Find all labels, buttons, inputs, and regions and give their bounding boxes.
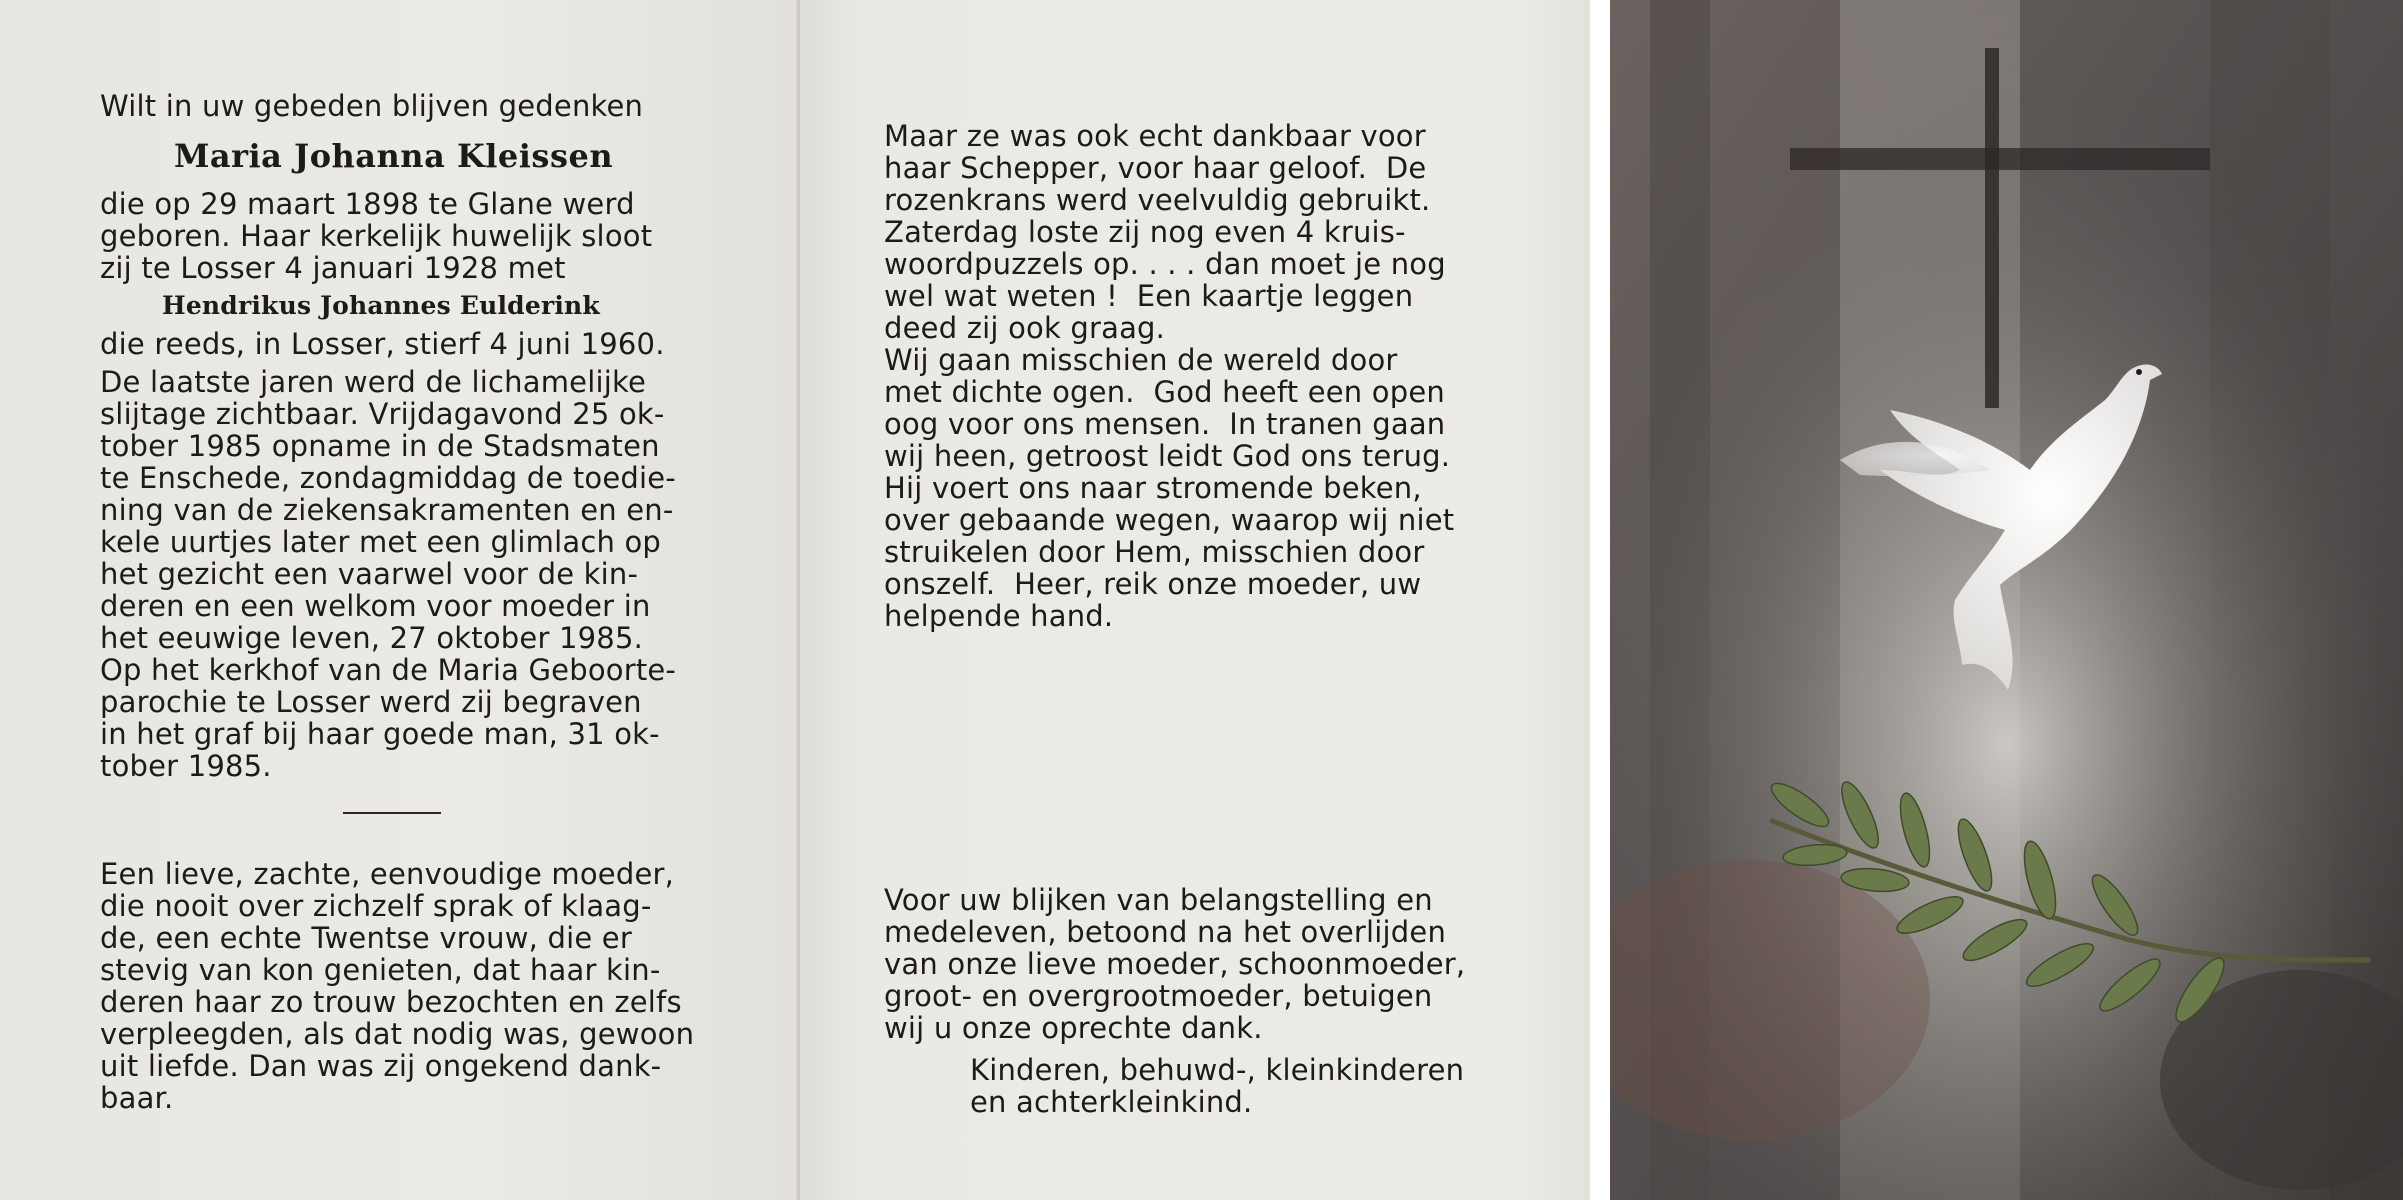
faith-line: Zaterdag loste zij nog even 4 kruis- [884,215,1406,249]
faith-line: haar Schepper, voor haar geloof. De [884,151,1427,185]
card-left-panel [0,0,800,1200]
tribute-line: de, een echte Twentse vrouw, die er [100,921,632,955]
tribute-line: deren haar zo trouw bezochten en zelfs [100,985,682,1019]
tribute-line: baar. [100,1081,174,1115]
faith-line: Maar ze was ook echt dankbaar voor [884,119,1426,153]
birth-line: die op 29 maart 1898 te Glane werd [100,187,635,221]
body-line: kele uurtjes later met een glimlach op [100,525,662,559]
faith-line: wij heen, getroost leidt God ons terug. [884,439,1451,473]
faith-line: oog voor ons mensen. In tranen gaan [884,407,1446,441]
section-divider [343,812,441,814]
scan-gap [1590,0,1610,1200]
thanks-line: wij u onze oprechte dank. [884,1011,1263,1045]
body-line: tober 1985 opname in de Stadsmaten [100,429,660,463]
tribute-line: uit liefde. Dan was zij ongekend dank- [100,1049,662,1083]
faith-line: wel wat weten ! Een kaartje leggen [884,279,1414,313]
card-front-illustration [1610,0,2403,1200]
tribute-line: Een lieve, zachte, eenvoudige moeder, [100,857,675,891]
body-line: tober 1985. [100,749,272,783]
faith-line: helpende hand. [884,599,1114,633]
tribute-line: stevig van kon genieten, dat haar kin- [100,953,661,987]
thanks-line: groot- en overgrootmoeder, betuigen [884,979,1433,1013]
birth-line: zij te Losser 4 januari 1928 met [100,251,566,285]
body-line: slijtage zichtbaar. Vrijdagavond 25 ok- [100,397,665,431]
faith-line: Hij voert ons naar stromende beken, [884,471,1422,505]
faith-line: struikelen door Hem, misschien door [884,535,1425,569]
dove-painting [1610,0,2403,1200]
birth-line: geboren. Haar kerkelijk huwelijk sloot [100,219,653,253]
body-line: te Enschede, zondagmiddag de toedie- [100,461,676,495]
thanks-line: medeleven, betoond na het overlijden [884,915,1447,949]
deceased-name: Maria Johanna Kleissen [174,137,614,175]
thanks-line: van onze lieve moeder, schoonmoeder, [884,947,1466,981]
body-line: het eeuwige leven, 27 oktober 1985. [100,621,644,655]
faith-line: over gebaande wegen, waarop wij niet [884,503,1455,537]
body-line: deren en een welkom voor moeder in [100,589,651,623]
spouse-name: Hendrikus Johannes Eulderink [162,291,600,320]
tribute-line: die nooit over zichzelf sprak of klaag- [100,889,652,923]
spouse-death-line: die reeds, in Losser, stierf 4 juni 1960. [100,327,665,361]
card-middle-panel [800,0,1590,1200]
faith-line: onszelf. Heer, reik onze moeder, uw [884,567,1422,601]
body-line: Op het kerkhof van de Maria Geboorte- [100,653,677,687]
signature-line: en achterkleinkind. [970,1085,1253,1119]
faith-line: woordpuzzels op. . . . dan moet je nog [884,247,1446,281]
faith-line: deed zij ook graag. [884,311,1166,345]
body-line: ning van de ziekensakramenten en en- [100,493,674,527]
body-line: parochie te Losser werd zij begraven [100,685,642,719]
body-line: De laatste jaren werd de lichamelijke [100,365,646,399]
signature-line: Kinderen, behuwd-, kleinkinderen [970,1053,1465,1087]
faith-line: met dichte ogen. God heeft een open [884,375,1445,409]
intro-text: Wilt in uw gebeden blijven gedenken [100,89,644,123]
faith-line: Wij gaan misschien de wereld door [884,343,1398,377]
faith-line: rozenkrans werd veelvuldig gebruikt. [884,183,1431,217]
tribute-line: verpleegden, als dat nodig was, gewoon [100,1017,695,1051]
body-line: het gezicht een vaarwel voor de kin- [100,557,639,591]
thanks-line: Voor uw blijken van belangstelling en [884,883,1433,917]
body-line: in het graf bij haar goede man, 31 ok- [100,717,660,751]
dove-eye-icon [2136,369,2142,375]
